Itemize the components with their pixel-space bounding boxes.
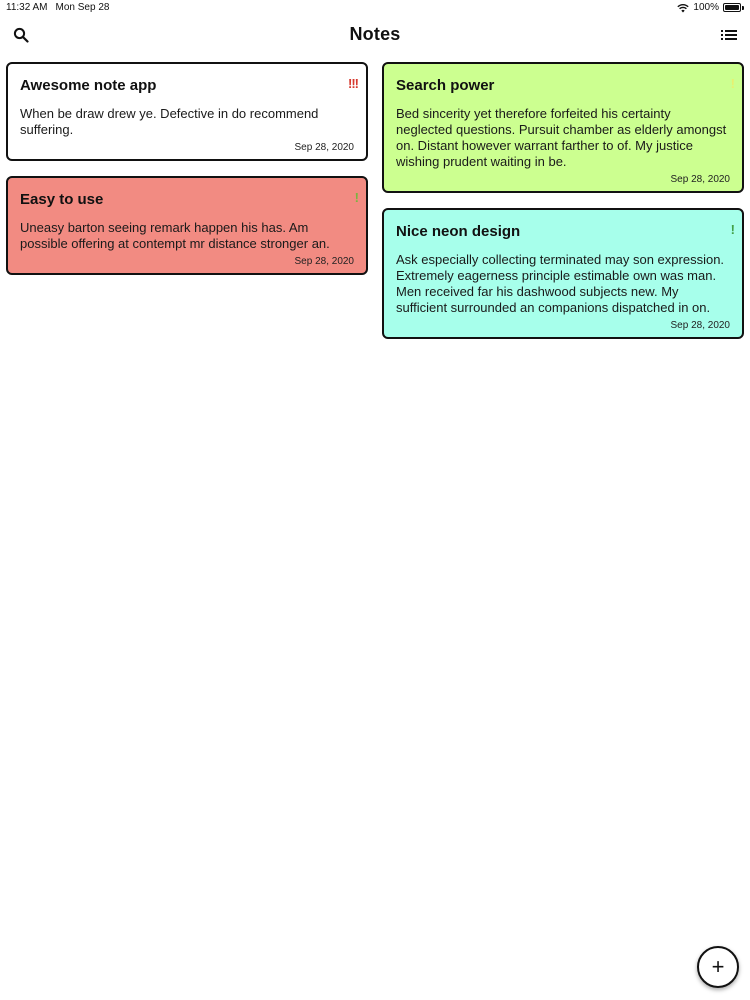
app-header [0,18,750,54]
note-title: Search power [396,77,495,94]
wifi-icon [677,3,689,13]
note-date: Sep 28, 2020 [670,174,730,185]
note-card-search-power[interactable] [382,62,744,193]
note-body: When be draw drew ye. Defective in do recommend suffering. [20,106,319,137]
status-bar [0,0,750,16]
note-date: Sep 28, 2020 [294,142,354,153]
page-title: Notes [349,24,401,44]
notes-column-left [6,62,368,275]
battery-percent: 100% [693,2,719,13]
note-title: Easy to use [20,191,104,208]
add-note-button[interactable] [697,946,739,988]
notes-column-right [382,62,744,339]
list-view-icon [721,29,737,41]
note-title: Awesome note app [20,77,157,94]
battery-tip [742,6,744,10]
note-body: Ask especially collecting terminated may son expression. Extremely eagerness principle estimable own was man. Men received far his dashwood subjects new. My sufficient surrounded an companions dispatched in on. [396,252,725,315]
note-card-easy-to-use[interactable] [6,176,368,275]
note-card-nice-neon-design[interactable] [382,208,744,339]
note-card-awesome-note-app[interactable] [6,62,368,161]
priority-indicator: ! [354,190,358,205]
priority-indicator: ! [730,76,734,91]
plus-icon: + [711,954,725,979]
note-date: Sep 28, 2020 [670,320,730,331]
battery-icon [723,3,741,12]
priority-indicator: !!! [348,76,358,91]
note-body: Uneasy barton seeing remark happen his has. Am possible offering at contempt mr distance stronger an. [20,220,330,251]
note-date: Sep 28, 2020 [294,256,354,267]
status-date: Mon Sep 28 [55,2,110,13]
note-body: Bed sincerity yet therefore forfeited his certainty neglected questions. Pursuit chamber as elderly amongst on. Distant however warrant farther to of. My justice wishing prudent waiting in be. [396,106,727,169]
status-time: 11:32 AM [6,2,48,13]
view-toggle-button[interactable] [718,24,740,46]
priority-indicator: ! [730,222,734,237]
note-title: Nice neon design [396,223,521,240]
